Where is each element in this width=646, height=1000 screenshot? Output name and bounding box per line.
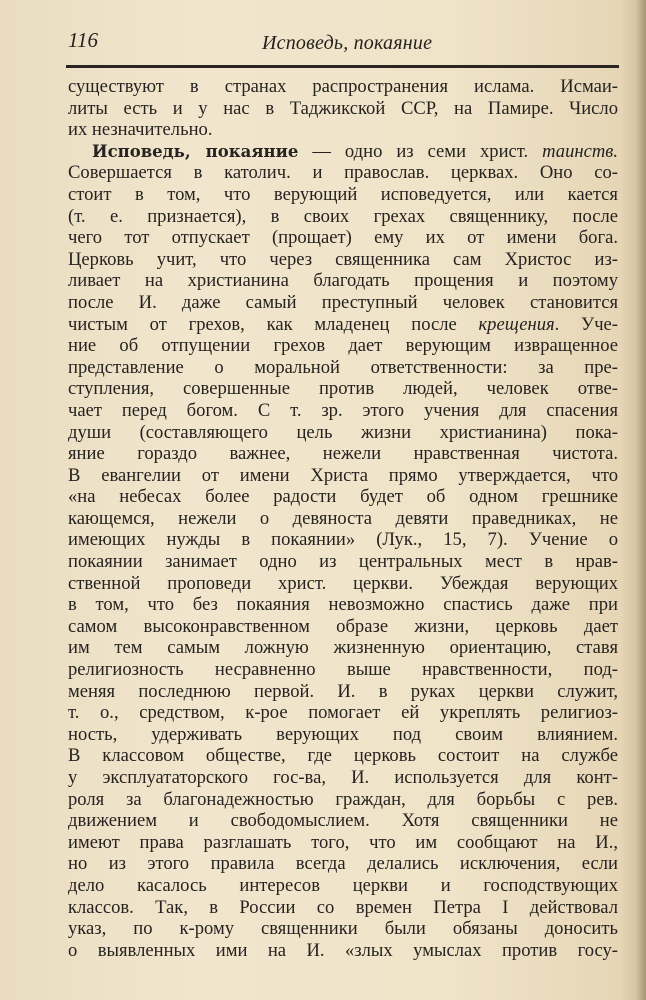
text-line: кающемся, нежели о девяноста девяти праведниках, не	[68, 507, 618, 529]
page-number: 116	[68, 28, 98, 52]
text-line: существуют в странах распространения ислама. Исмаи-	[68, 76, 618, 97]
text-line: В евангелии от имени Христа прямо утверждается, что	[68, 464, 618, 486]
page-edge-shadow	[636, 0, 646, 1000]
text-line: движением и свободомыслием. Хотя священники не	[68, 810, 618, 832]
text-line: но из этого правила всегда делались исключения, если	[68, 853, 618, 875]
text-line: у эксплуататорского гос-ва, И. используется для конт-	[68, 767, 618, 788]
text-line: о выявленных ими на И. «злых умыслах против госу-	[68, 939, 618, 961]
text-line: (т. е. признается), в своих грехах священнику, после	[68, 205, 618, 227]
line-text: чистым от грехов, как младенец после	[68, 313, 479, 335]
text-line: роля за благонадежностью граждан, для борьбы с рев.	[68, 788, 618, 810]
text-line: представление о моральной ответственности: за пре-	[68, 356, 618, 378]
text-line: ственной проповеди христ. церкви. Убеждая верующих	[68, 572, 618, 594]
text-line: им тем самым ложную жизненную ориентацию, ставя	[68, 637, 618, 659]
text-line: В классовом обществе, где церковь состоит на службе	[68, 745, 618, 767]
text-line: чает перед богом. С т. зр. этого учения для спасения	[68, 399, 618, 421]
text-line: религиозность несравненно выше нравственности, под-	[68, 659, 618, 681]
text-line: классов. Так, в России со времен Петра I действовал	[68, 896, 618, 918]
text-line: меняя последнюю первой. И. в руках церкви служит,	[68, 680, 618, 702]
text-line: в том, что без покаяния невозможно спастись даже при	[68, 594, 618, 616]
cross-reference: крещения	[478, 313, 555, 335]
text-line: покаянии занимает одно из центральных мест в нрав-	[68, 551, 618, 573]
header-rule	[66, 65, 619, 68]
text-line: их незначительно.	[68, 119, 213, 141]
text-line: указ, по к-рому священники были обязаны доносить	[68, 918, 618, 940]
text-line: яние гораздо важнее, нежели нравственная чистота.	[68, 443, 618, 465]
text-line: ливает на христианина благодать прощения и поэтому	[68, 270, 618, 292]
cross-reference: таинств.	[542, 140, 618, 162]
text-line: души (составляющего цель жизни христианина) пока-	[68, 421, 618, 443]
text-line	[68, 314, 618, 336]
text-line: стоит в том, что верующий исповедуется, или кается	[68, 183, 618, 205]
text-line: т. о., средством, к-рое помогает ей укреплять религиоз-	[68, 702, 618, 724]
text-line: чего тот отпускает (прощает) ему их от имени бога.	[68, 227, 618, 249]
text-line: Церковь учит, что через священника сам Христос из-	[68, 248, 618, 270]
text-line: «на небесах более радости будет об одном грешнике	[68, 486, 618, 508]
text-line: имеют права разглашать того, что им сообщают на И.,	[68, 831, 618, 853]
text-line: после И. даже самый преступный человек становится	[68, 291, 618, 313]
running-title: Исповедь, покаяние	[262, 32, 433, 54]
text-line: ступления, совершенные против людей, человек отве-	[68, 378, 618, 400]
entry-headword: Исповедь, покаяние	[92, 141, 299, 161]
body-text	[68, 76, 618, 961]
entry-headline	[68, 141, 618, 163]
text-line: имеющих нужды в покаянии» (Лук., 15, 7). Учение о	[68, 529, 618, 551]
line-text: . Уче-	[554, 313, 619, 335]
text-line: ние об отпущении грехов дает верующим извращенное	[68, 335, 618, 357]
text-line: литы есть и у нас в Таджикской ССР, на Памире. Число	[68, 97, 618, 119]
text-line: дело касалось интересов церкви и господствующих	[68, 874, 618, 896]
text-line: ность, удерживать верующих под своим влиянием.	[68, 723, 618, 745]
text-line: самом высоконравственном образе жизни, церковь дает	[68, 615, 618, 637]
text-line: Совершается в католич. и православ. церквах. Оно со-	[68, 162, 618, 184]
entry-text: — одно из семи христ.	[298, 140, 543, 162]
